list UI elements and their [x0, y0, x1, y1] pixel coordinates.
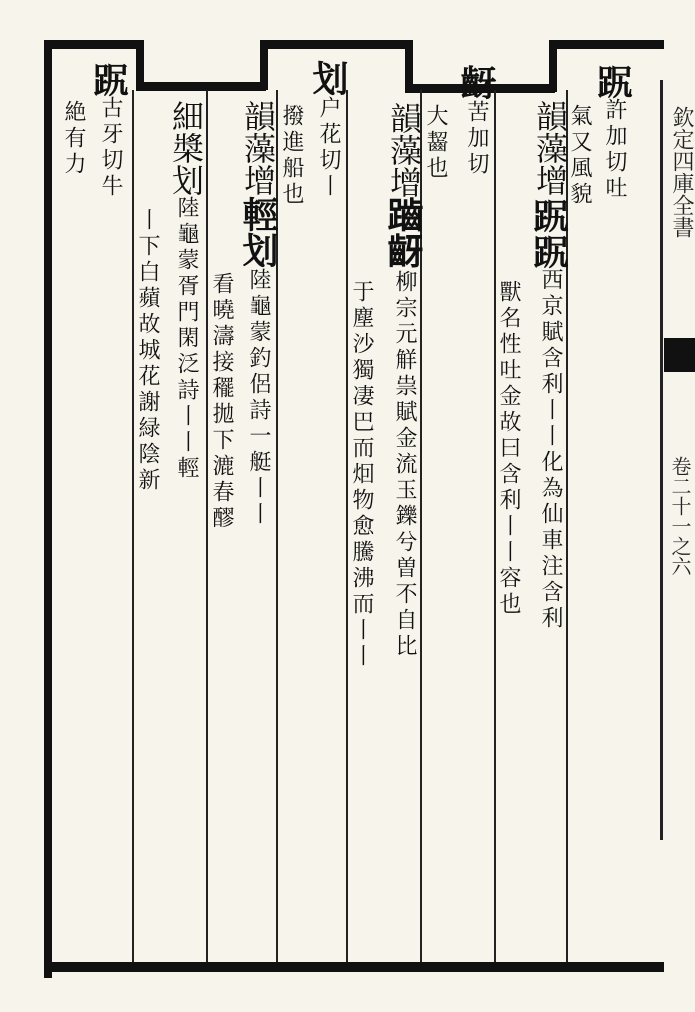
entry-column-2	[529, 100, 571, 632]
entry-column-4-sub: 于塵沙獨凄巴而𤇆物愈騰沸而丨丨	[349, 280, 374, 670]
column-rule	[346, 90, 348, 962]
entry-annotation: 户花切丨	[316, 96, 341, 200]
frame-top-border	[549, 40, 664, 49]
entry-annotation: 古牙切牛	[98, 96, 123, 200]
frame-step	[136, 40, 144, 88]
fish-tail-mark	[664, 338, 695, 372]
entry-column-5	[307, 60, 349, 200]
entry-headword: 𪘏齖	[383, 198, 425, 270]
entry-headword: 𧿻𧿻	[529, 196, 571, 268]
entry-annotation: 苦加切	[464, 100, 489, 178]
entry-column-2-sub: 獸名性吐金故曰含利丨丨容也	[496, 280, 521, 618]
frame-top-border	[260, 40, 412, 49]
entry-annotation: 西京賦含利丨丨化為仙車注含利	[538, 268, 563, 632]
entry-headword: 划	[307, 60, 349, 96]
entry-column-3	[455, 64, 497, 178]
entry-annotation: 許加切吐	[602, 98, 627, 202]
entry-annotation: 陸龜蒙釣侶詩一艇丨丨	[246, 268, 271, 528]
entry-headword: 𧿻	[89, 60, 131, 96]
entry-marker: 韻藻增	[531, 100, 569, 196]
column-rule	[132, 90, 134, 962]
entry-column-6-sub: 看曉濤接䆉拋下漉春醪	[209, 272, 234, 532]
entry-marker: 韻藻增	[385, 102, 423, 198]
entry-headword: 齖	[455, 64, 497, 100]
entry-column-6	[237, 100, 279, 528]
margin-volume-label: 卷二十一之六	[668, 456, 692, 576]
entry-marker: 韻藻增	[239, 100, 277, 196]
entry-headword: 輕划	[237, 196, 279, 268]
entry-column-1	[593, 62, 635, 202]
entry-column-4	[383, 102, 425, 660]
entry-column-5-sub: 撥進船也	[279, 104, 304, 208]
entry-headword: 𧿻	[593, 62, 635, 98]
entry-column-7	[167, 100, 205, 482]
entry-annotation: 柳宗元觧祟賦金流玉鑠兮曽不自比	[392, 270, 417, 660]
frame-left-border	[44, 40, 52, 978]
entry-column-7-sub: 丨下白蘋故城花謝緑陰新	[135, 208, 160, 494]
frame-right-rule	[660, 80, 663, 840]
frame-top-border	[44, 40, 144, 49]
entry-annotation: 陸龜蒙胥門閑泛詩丨丨輕	[174, 196, 199, 482]
entry-column-3-sub: 大齧也	[423, 104, 448, 182]
frame-top-border	[136, 82, 266, 91]
frame-bottom-border	[44, 962, 664, 972]
entry-column-8	[89, 60, 131, 200]
margin-book-title: 欽定四庫全書	[669, 106, 694, 238]
entry-column-1-sub: 氣又風貌	[567, 104, 592, 208]
entry-headword: 細槳划	[167, 100, 205, 196]
entry-column-8-sub: 絶有力	[61, 100, 86, 178]
column-rule	[206, 90, 208, 962]
